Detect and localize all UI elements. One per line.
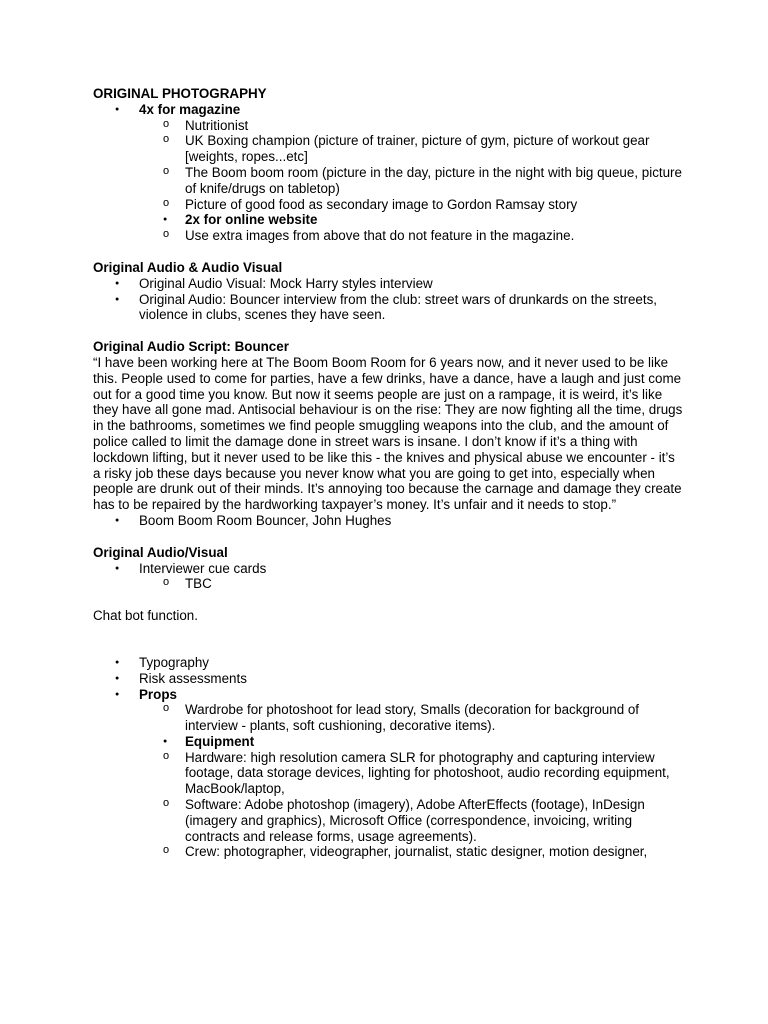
heading-original-photography: ORIGINAL PHOTOGRAPHY [93,86,267,101]
list-item: o TBC [93,576,683,592]
list-item-credit: ● Boom Boom Room Bouncer, John Hughes [93,513,683,529]
list-item: o Software: Adobe photoshop (imagery), Adobe AfterEffects (footage), InDesign (imagery and graphics), Microsoft Office (correspondence, invoicing, writing contracts and release forms, usage agreements). [93,797,683,844]
list-item: ● Typography [93,655,683,671]
list-item-equipment: ● Equipment [93,734,683,750]
heading-audio-script: Original Audio Script: Bouncer [93,339,289,355]
list-item-online: ● 2x for online website [93,212,683,228]
heading-audio-visual: Original Audio & Audio Visual [93,259,283,275]
script-credit-list [93,513,683,529]
list-item: ● Original Audio: Bouncer interview from the club: street wars of drunkards on the streets, violence in clubs, scenes they have seen. [93,292,683,324]
list-item: o Crew: photographer, videographer, journalist, static designer, motion designer, [93,844,683,860]
heading-audio-visual-2: Original Audio/Visual [93,544,228,560]
list-item: o Wardrobe for photoshoot for lead story, Smalls (decoration for background of interview - plants, soft cushioning, decorative items). [93,702,683,734]
list-item: o UK Boxing champion (picture of trainer, picture of gym, picture of workout gear [weights, ropes...etc] [93,133,683,165]
list-item: ● Interviewer cue cards [93,561,683,577]
bouncer-quote: “I have been working here at The Boom Boom Room for 6 years now, and it never used to be like this. People used to come for parties, have a few drinks, have a dance, have a laugh and just come out for a good time you know. But now it seems people are just on a rampage, it is weird, it’s like they have all gone mad. Antisocial behaviour is on the rise: They are now fighting all the time, drugs in the bathrooms, sometimes we find people smuggling weapons into the club, and the amount of police called to limit the damage done in street wars is insane. I don’t know if it’s a thing with lockdown lifting, but it never used to be like this - the knives and physical abuse we encounter - it’s a risky job these days because you never know what you are going to get into, especially when people are drunk out of their minds. It’s annoying too because the carnage and damage they create has to be repaired by the hardworking taxpayer’s money. It’s unfair and it needs to stop.” [93,354,683,513]
list-item-magazine: ● 4x for magazine [93,102,683,118]
list-item: o Hardware: high resolution camera SLR for photography and capturing interview footage, data storage devices, lighting for photoshoot, audio recording equipment, MacBook/laptop, [93,750,683,797]
list-item-props: ● Props [93,687,683,703]
list-item: ● Original Audio Visual: Mock Harry styles interview [93,276,683,292]
list-item: o The Boom boom room (picture in the day, picture in the night with big queue, picture of knife/drugs on tabletop) [93,165,683,197]
list-item: o Nutritionist [93,118,683,134]
chatbot-text: Chat bot function. [93,608,198,624]
list-item: o Picture of good food as secondary image to Gordon Ramsay story [93,197,683,213]
audio-visual-list [93,276,683,323]
production-list [93,655,683,860]
cue-cards-list [93,561,683,593]
document-page [93,86,683,860]
list-item: o Use extra images from above that do not feature in the magazine. [93,228,683,244]
list-item: ● Risk assessments [93,671,683,687]
photography-list [93,102,683,244]
